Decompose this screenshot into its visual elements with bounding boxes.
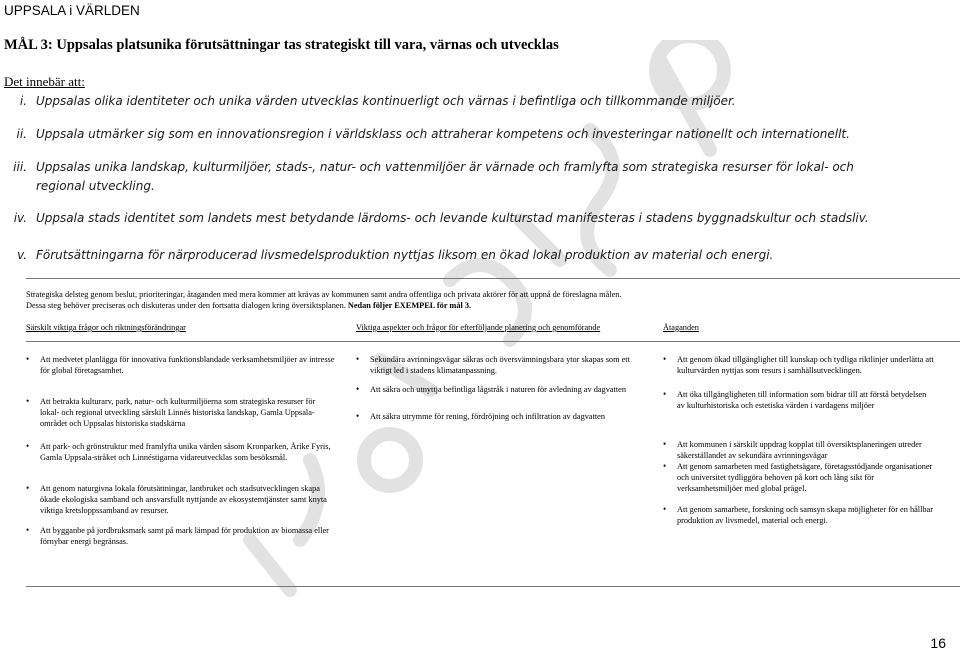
list-item: • Att park- och grönstruktur med framlyfta unika värden såsom Kronparken, Årike Fyris, Gamla Uppsala-stråket och Linnéstigarna vidareutvecklas som besöksmål. [26,441,336,463]
meaning-label: Det innebär att: [4,74,85,89]
goal-number: ii. [16,127,27,141]
intro-text [26,289,726,311]
goal-number: i. [19,94,27,108]
goal-text: Förutsättningarna för närproducerad livsmedelsproduktion nyttjas liksom en ökad lokal produktion av material och energi. [36,248,774,262]
column-aspects [356,354,644,422]
intro-line-1: Strategiska delsteg genom beslut, prioriteringar, åtaganden med mera kommer att krävas av kommunen samt andra offentliga och privata aktörer för att uppnå de föreslagna målen. [26,290,622,299]
list-item: • Att öka tillgängligheten till information som bidrar till att förstå betydelsen av kulturhistoriska och estetiska värden i vardagens miljöer [663,389,935,411]
list-item: • Att bygganbe på jordbruksmark samt på mark lämpad för produktion av biomassa eller förnybar energi begränsas. [26,525,336,547]
list-item: • Att genom ökad tillgänglighet till kunskap och tydliga riktlinjer underlätta att kulturvärden nyttjas som resurs i samhällsutvecklingen. [663,354,935,376]
intro-line-2-text: Dessa steg behöver preciseras och diskuteras under den fortsatta dialogen kring översiktsplanen. [26,301,348,310]
aspects-list [356,354,644,422]
goal-title: MÅL 3: Uppsalas platsunika förutsättningar tas strategiskt till vara, värnas och utvecklas [4,37,559,53]
list-item: • Att genom naturgivna lokala förutsättningar, lantbruket och stadsutvecklingen skapa ökade ekologiska samband och ansvarsfullt nyttjande av ekosystemtjänster samt knyta viktiga kretsloppssamband av resurser. [26,483,336,516]
intro-line-2 [26,300,726,311]
divider-columns [26,341,960,342]
list-item: • Att säkra utrymme för rening, fördröjning och infiltration av dagvatten [356,411,644,422]
column-heading-issues: Särskilt viktiga frågor och riktningsförändringar [26,323,186,332]
intro-example-note: Nedan följer EXEMPEL för mål 3. [347,301,472,310]
list-item: • Att betrakta kulturarv, park, natur- och kulturmiljöerna som strategiska resurser för lokal- och regional utveckling särskilt Linnés historiska landskap, Gamla Uppsala-området och Uppsalas historiska stadskärna [26,396,336,429]
goal-number: iii. [13,160,27,174]
commitments-list [663,354,935,526]
issues-list [26,354,336,547]
divider-bottom [26,586,960,587]
divider-top [26,278,960,279]
goal-number: iv. [13,211,27,225]
column-heading-commitments: Åtaganden [663,323,699,332]
list-item: • Att genom samarbeten med fastighetsägare, företagsstödjande organisationer och universitet tydliggöra behoven på kort och lång sikt för verksamhetsmiljöer med global prägel. [663,461,935,494]
column-issues [26,354,336,547]
column-commitments [663,354,935,526]
list-item: • Att medvetet planlägga för innovativa funktionsblandade verksamhetsmiljöer av intresse för global företagsamhet. [26,354,336,376]
list-item: • Att genom samarbete, forskning och samsyn skapa möjligheter för en hållbar produktion av livsmedel, material och energi. [663,504,935,526]
goal-number: v. [17,248,27,262]
goal-text: Uppsalas unika landskap, kulturmiljöer, stads-, natur- och vattenmiljöer är värnade och framlyfta som strategiska resurser för lokal- och regional utveckling. [36,160,854,193]
list-item: • Sekundära avrinningsvägar säkras och översvämningsbara ytor skapas som ett viktigt led i stadens klimatanpassning. [356,354,644,376]
list-item: • Att kommunen i särskilt uppdrag kopplat till översiktsplaneringen utreder säkerställandet av sekundära avrinningsvägar [663,439,935,461]
column-heading-aspects: Viktiga aspekter och frågor för efterföljande planering och genomförande [356,323,601,332]
goal-text: Uppsala stads identitet som landets mest betydande lärdoms- och levande kulturstad manifesteras i stadens byggnadskultur och stadsliv. [36,211,869,225]
section-label: UPPSALA i VÄRLDEN [4,3,140,18]
page-number: 16 [930,635,946,651]
goal-text: Uppsala utmärker sig som en innovationsregion i världsklass och attraherar kompetens och investeringar nationellt och internationellt. [36,127,850,141]
list-item: • Att säkra och utnyttja befintliga lågstråk i naturen för avledning av dagvatten [356,384,644,395]
goal-text: Uppsalas olika identiteter och unika värden utvecklas kontinuerligt och värnas i befintliga och tillkommande miljöer. [36,94,736,108]
